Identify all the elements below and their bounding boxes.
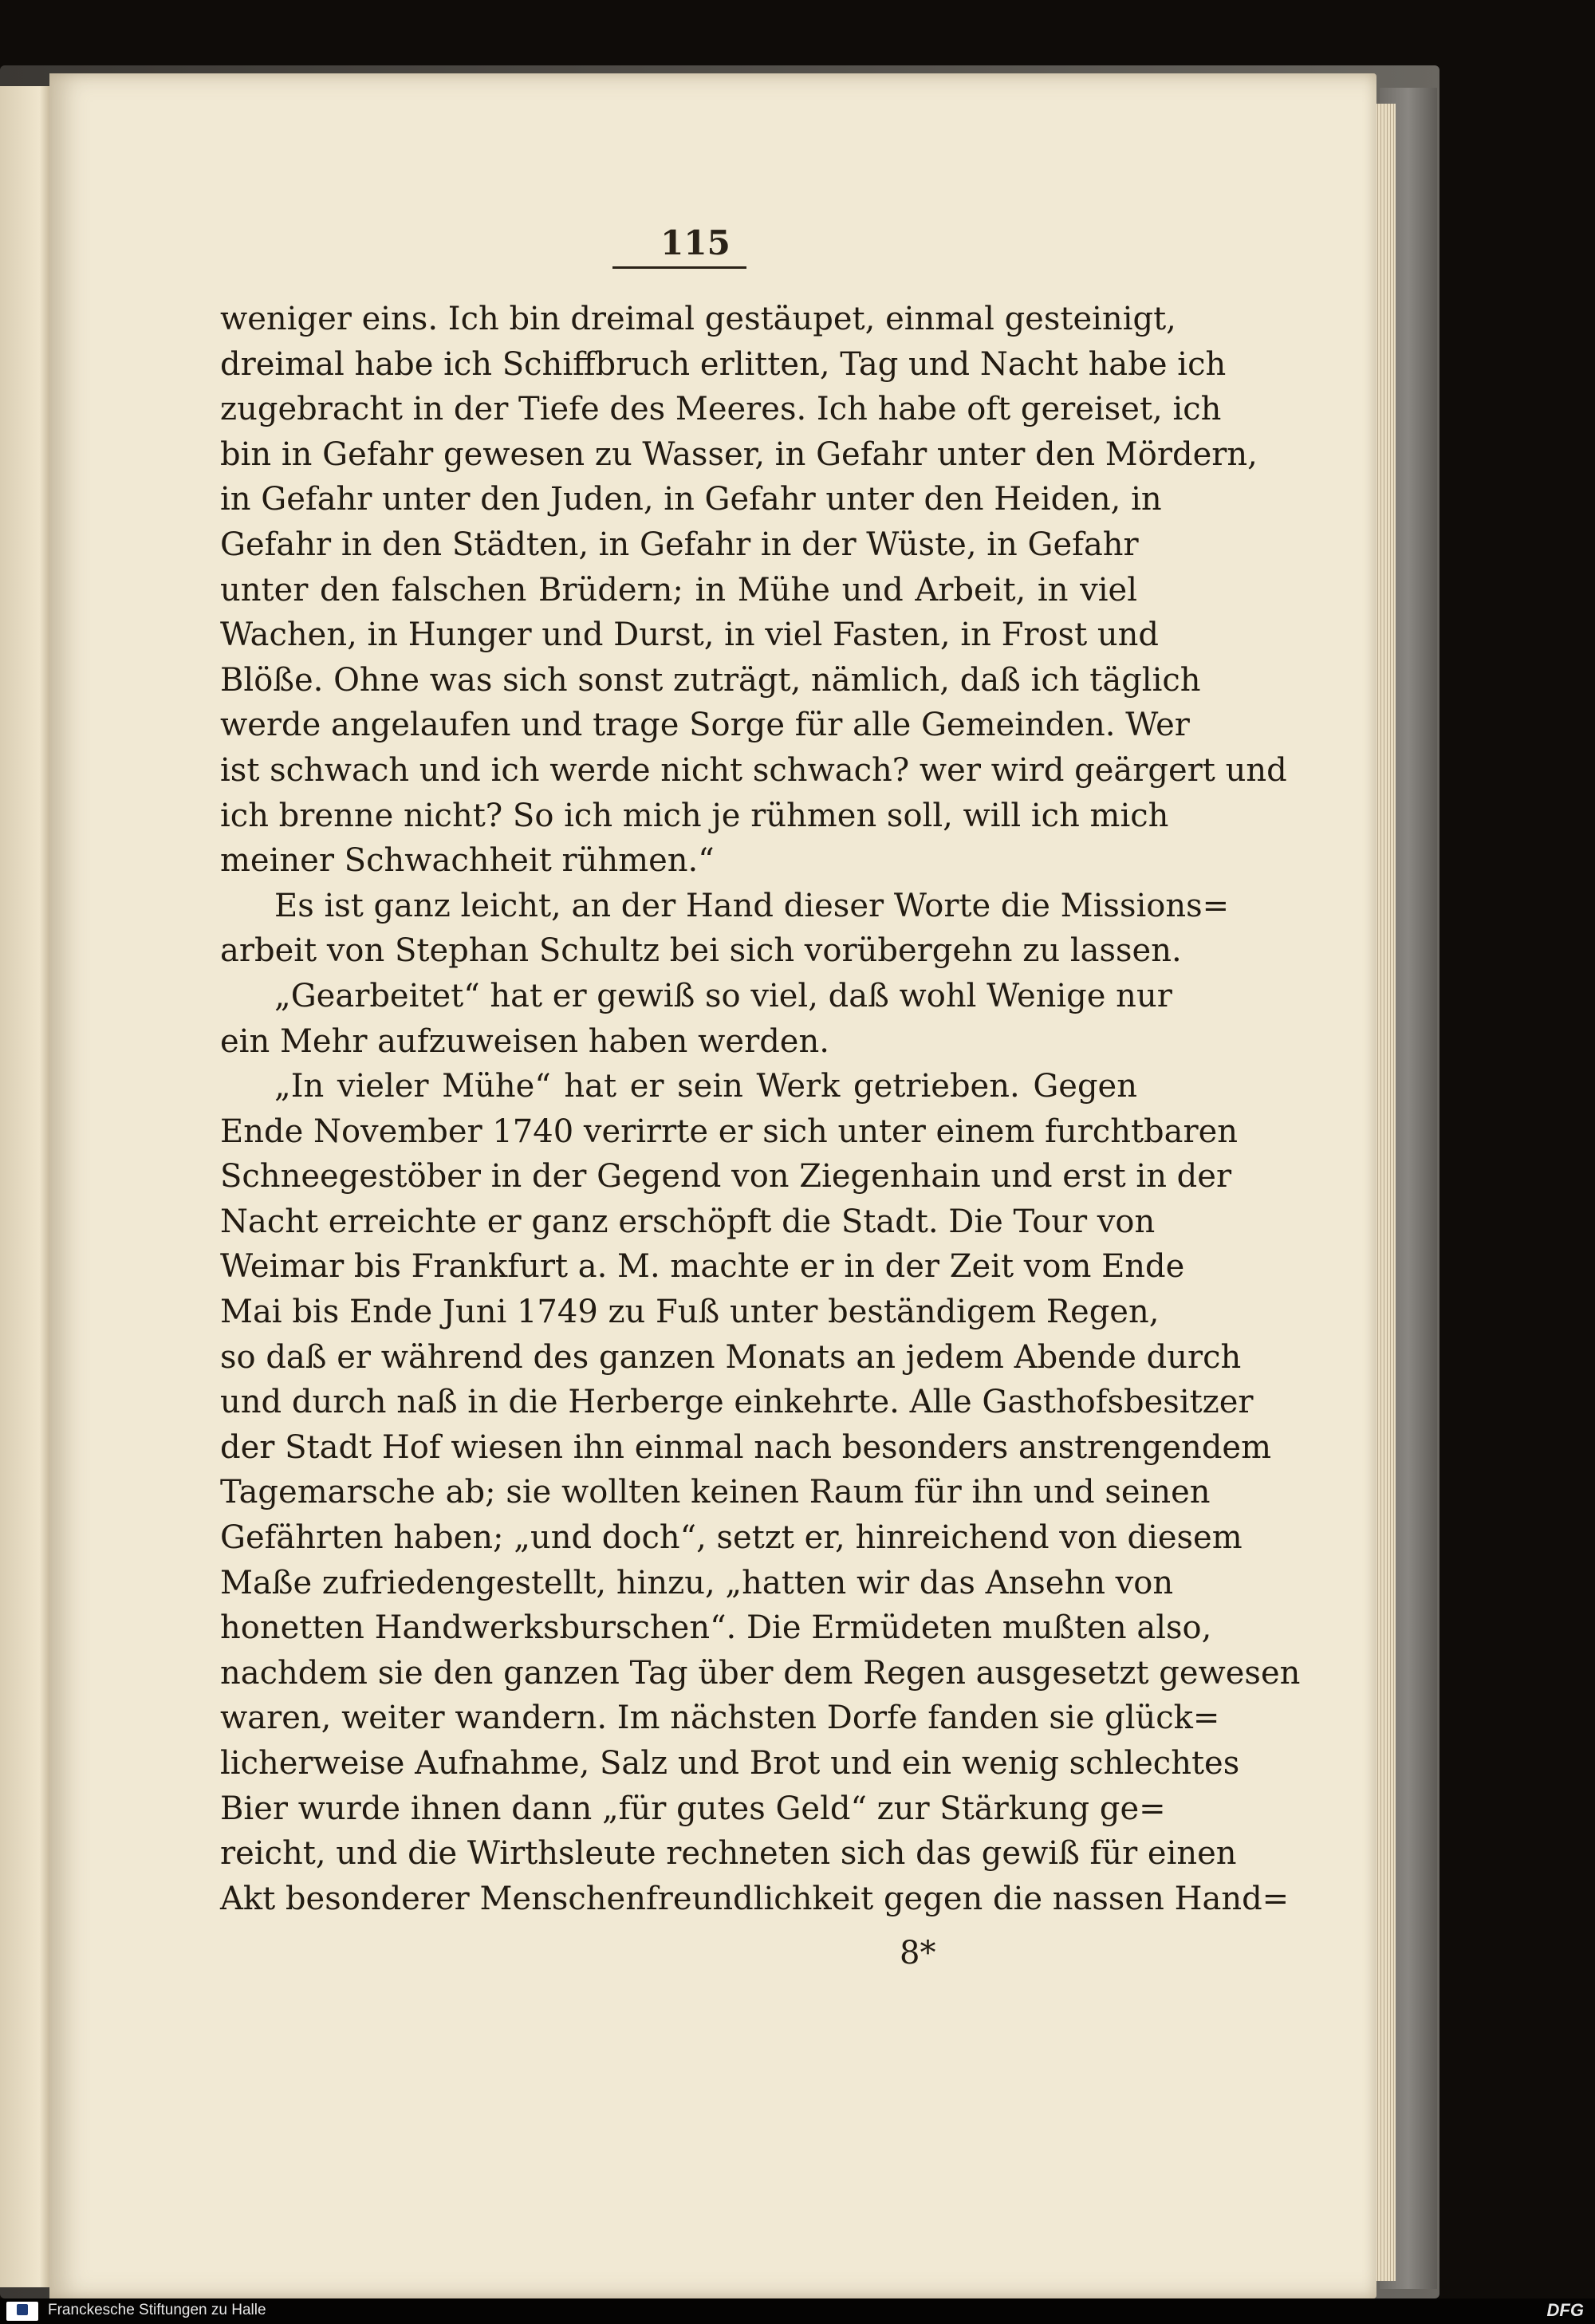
text-line: weniger eins. Ich bin dreimal gestäupet, einmal gesteinigt,: [220, 301, 1176, 337]
text-line: und durch naß in die Herberge einkehrte. Alle Gasthofsbesitzer: [220, 1384, 1254, 1421]
body-text: [220, 297, 1301, 1921]
text-line: so daß er während des ganzen Monats an jedem Abende durch: [220, 1338, 1242, 1376]
institution-logo-icon: [6, 2302, 38, 2321]
text-line: Schneegestöber in der Gegend von Ziegenhain und erst in der: [220, 1158, 1232, 1195]
text-line: Gefahr in den Städten, in Gefahr in der Wüste, in Gefahr: [220, 526, 1139, 563]
text-line: Nacht erreichte er ganz erschöpft die Stadt. Die Tour von: [220, 1203, 1156, 1240]
text-line: werde angelaufen und trage Sorge für alle Gemeinden. Wer: [220, 707, 1190, 744]
page-number-rule: [612, 266, 746, 269]
text-line: „In vieler Mühe“ hat er sein Werk getrieben. Gegen: [274, 1068, 1137, 1105]
text-line: ist schwach und ich werde nicht schwach? wer wird geärgert und: [220, 751, 1287, 789]
text-line: Ende November 1740 verirrte er sich unter einem furchtbaren: [220, 1113, 1239, 1150]
text-line: Akt besonderer Menschenfreundlichkeit gegen die nassen Hand=: [220, 1880, 1290, 1917]
text-line: Es ist ganz leicht, an der Hand dieser Worte die Missions=: [274, 887, 1230, 924]
text-line: Weimar bis Frankfurt a. M. machte er in der Zeit vom Ende: [220, 1248, 1185, 1286]
text-line: meiner Schwachheit rühmen.“: [220, 842, 715, 880]
text-line: ein Mehr aufzuweisen haben werden.: [220, 1022, 829, 1060]
text-line: unter den falschen Brüdern; in Mühe und Arbeit, in viel: [220, 571, 1137, 609]
text-line: ich brenne nicht? So ich mich je rühmen soll, will ich mich: [220, 797, 1169, 834]
text-line: nachdem sie den ganzen Tag über dem Regen ausgesetzt gewesen: [220, 1654, 1301, 1692]
text-line: reicht, und die Wirthsleute rechneten sich das gewiß für einen: [220, 1835, 1237, 1873]
text-line: Bier wurde ihnen dann „für gutes Geld“ zur Stärkung ge=: [220, 1790, 1166, 1827]
text-line: Wachen, in Hunger und Durst, in viel Fasten, in Frost und: [220, 616, 1159, 654]
funder-logo: DFG: [1546, 2300, 1584, 2320]
institution-name: Franckesche Stiftungen zu Halle: [48, 2302, 266, 2318]
sheet-signature: 8*: [900, 1935, 936, 1971]
text-line: waren, weiter wandern. Im nächsten Dorfe fanden sie glück=: [220, 1700, 1220, 1737]
text-line: in Gefahr unter den Juden, in Gefahr unter den Heiden, in: [220, 481, 1162, 518]
left-page-sliver: [0, 86, 49, 2287]
text-line: arbeit von Stephan Schultz bei sich vorübergehn zu lassen.: [220, 932, 1182, 970]
page-number: 115: [660, 223, 731, 262]
text-line: Maße zufriedengestellt, hinzu, „hatten wir das Ansehn von: [220, 1564, 1174, 1601]
text-line: Mai bis Ende Juni 1749 zu Fuß unter beständigem Regen,: [220, 1294, 1160, 1331]
text-line: „Gearbeitet“ hat er gewiß so viel, daß wohl Wenige nur: [274, 977, 1172, 1014]
text-line: der Stadt Hof wiesen ihn einmal nach besonders anstrengendem: [220, 1428, 1272, 1466]
text-line: licherweise Aufnahme, Salz und Brot und ein wenig schlechtes: [220, 1745, 1240, 1782]
text-line: Gefährten haben; „und doch“, setzt er, hinreichend von diesem: [220, 1519, 1243, 1557]
text-line: zugebracht in der Tiefe des Meeres. Ich habe oft gereiset, ich: [220, 391, 1222, 428]
text-line: bin in Gefahr gewesen zu Wasser, in Gefahr unter den Mördern,: [220, 435, 1258, 473]
text-line: honetten Handwerksburschen“. Die Ermüdeten mußten also,: [220, 1609, 1212, 1647]
text-line: dreimal habe ich Schiffbruch erlitten, Tag und Nacht habe ich: [220, 345, 1227, 383]
text-line: Blöße. Ohne was sich sonst zuträgt, nämlich, daß ich täglich: [220, 661, 1201, 699]
viewer-footer: [0, 2298, 1595, 2324]
text-line: Tagemarsche ab; sie wollten keinen Raum für ihn und seinen: [220, 1474, 1211, 1511]
